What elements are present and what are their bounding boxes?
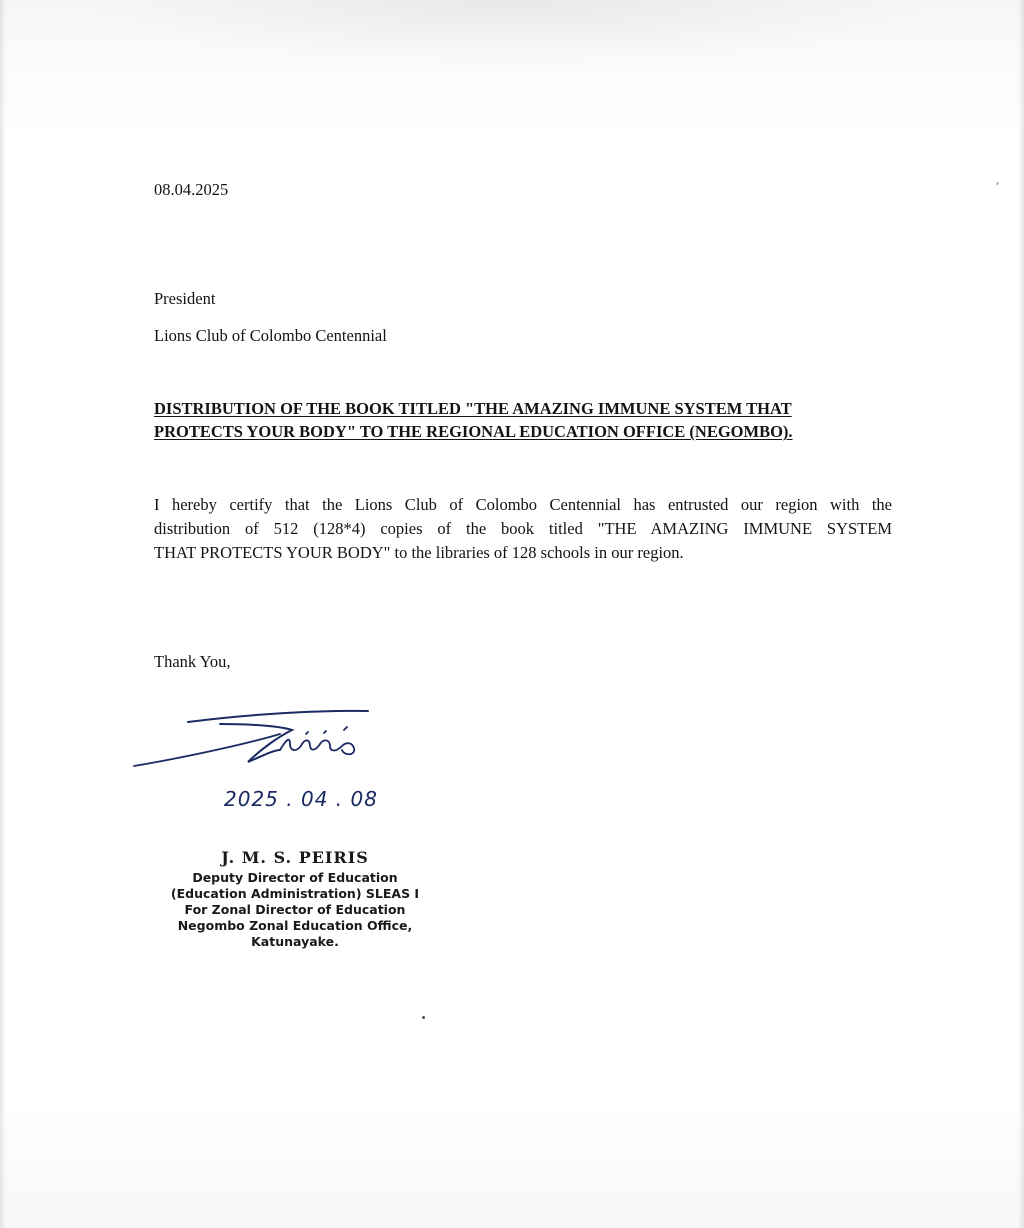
stamp-line-3: For Zonal Director of Education [184, 902, 406, 917]
scan-shadow [80, 0, 940, 70]
recipient-title: President [154, 289, 216, 308]
stamp-line-2: (Education Administration) SLEAS I [170, 886, 420, 901]
subject-line-2: PROTECTS YOUR BODY" TO THE REGIONAL EDUCATION OFFICE (NEGOMBO). [154, 422, 793, 441]
body-paragraph [154, 493, 892, 565]
letter-date: 08.04.2025 [154, 180, 229, 199]
subject-heading [154, 397, 892, 443]
scan-edge-right [1018, 0, 1024, 1228]
scan-speck [422, 1016, 425, 1019]
stamp-line-5: Katunayake. [251, 934, 339, 949]
handwritten-date [220, 782, 395, 814]
recipient-organization: Lions Club of Colombo Centennial [154, 326, 387, 345]
body-line-3: THAT PROTECTS YOUR BODY" to the libraries of 128 schools in our region. [154, 543, 684, 562]
body-line-2: distribution of 512 (128*4) copies of the book titled "THE AMAZING IMMUNE SYSTEM [154, 519, 892, 538]
handwritten-signature [130, 700, 390, 780]
official-stamp [150, 846, 440, 950]
subject-line-1: DISTRIBUTION OF THE BOOK TITLED "THE AMAZING IMMUNE SYSTEM THAT [154, 399, 792, 418]
scan-edge-left [0, 0, 6, 1228]
handwritten-date-text: 2025 . 04 . 08 [224, 787, 378, 811]
stamp-name: J. M. S. PEIRIS [221, 848, 369, 867]
closing-text: Thank You, [154, 652, 231, 671]
scan-speck [996, 182, 999, 185]
stamp-line-4: Negombo Zonal Education Office, [177, 918, 413, 933]
stamp-line-1: Deputy Director of Education [192, 870, 398, 885]
body-line-1: I hereby certify that the Lions Club of Colombo Centennial has entrusted our region with the [154, 495, 892, 514]
